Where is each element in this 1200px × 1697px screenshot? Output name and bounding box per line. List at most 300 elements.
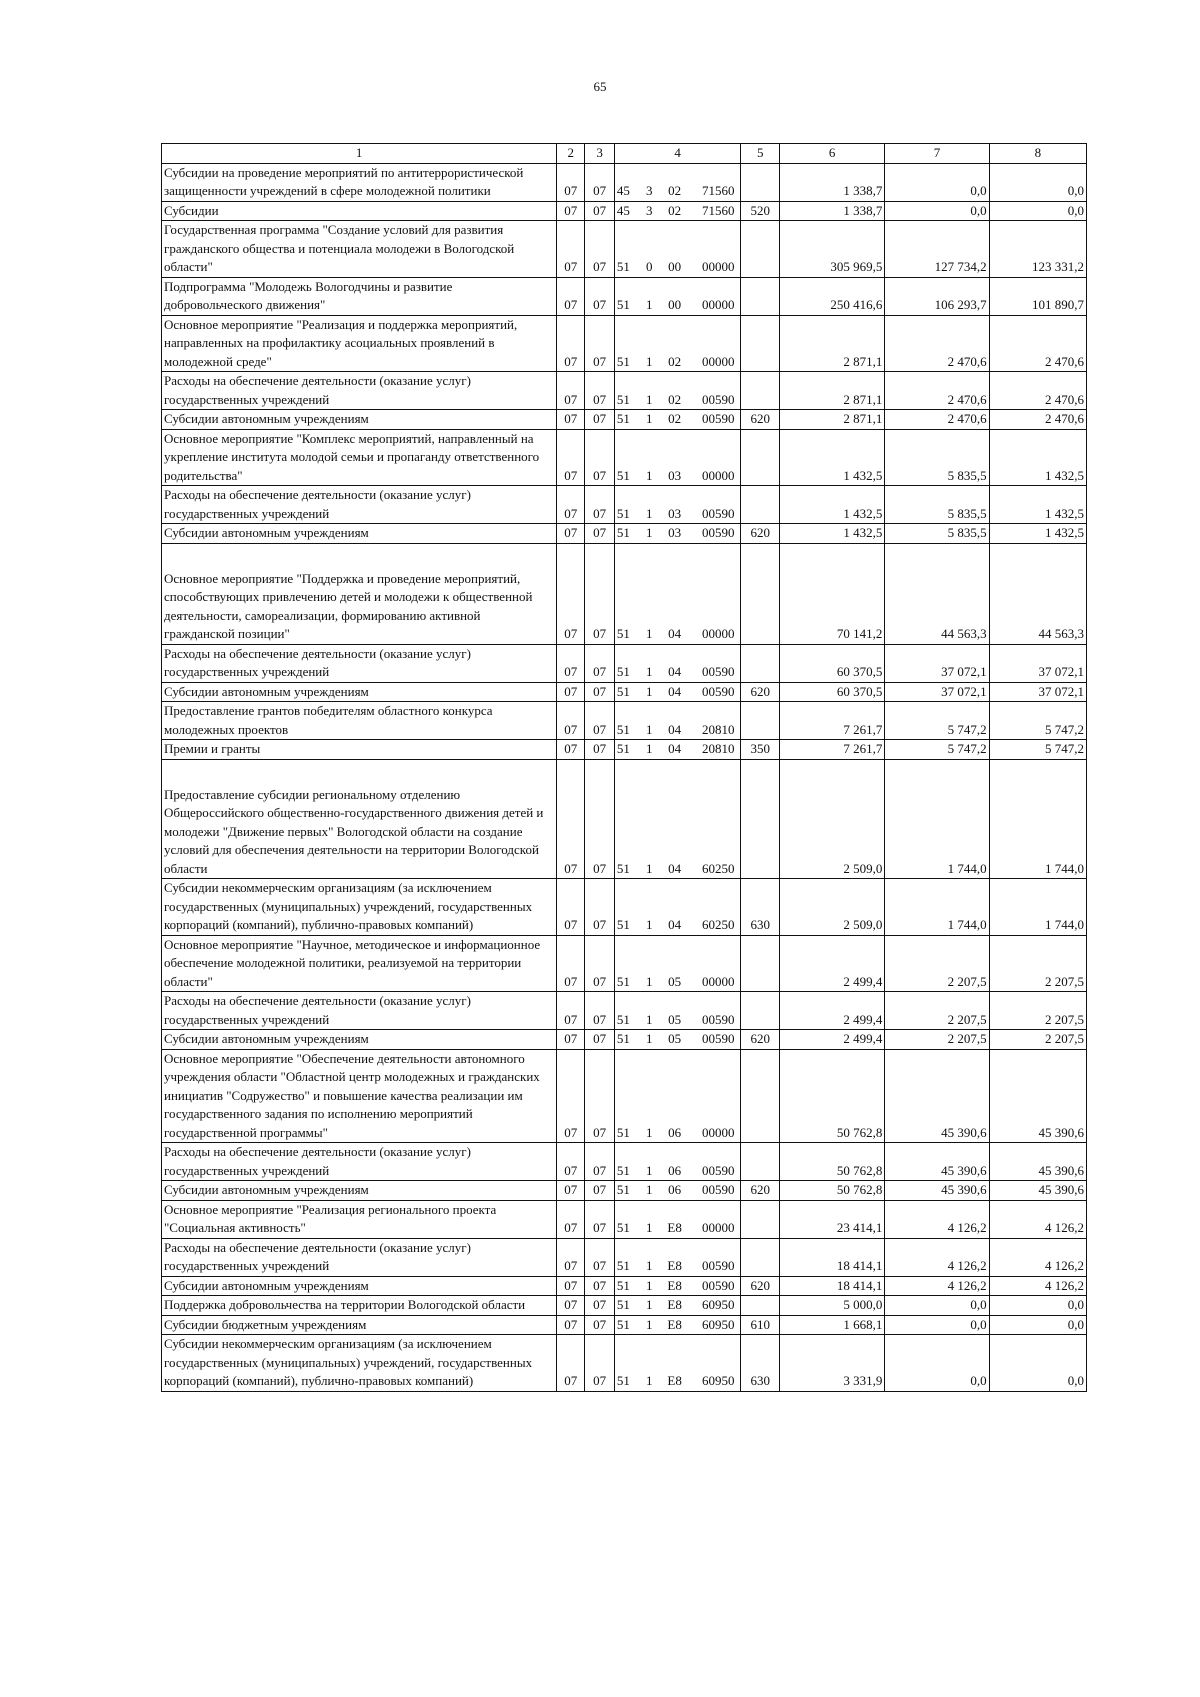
program-code: 45	[614, 163, 640, 201]
activity-code: E8	[658, 1238, 691, 1276]
row-name: Основное мероприятие "Научное, методическое и информационное обеспечение молодежной политики, реализуемой на территории области"	[162, 935, 557, 992]
amount-col8: 1 432,5	[989, 524, 1086, 544]
row-name: Основное мероприятие "Обеспечение деятельности автономного учреждения области "Областной центр молодежных и гражданских инициатив "Содружество" и повышение качества реализации им государственного задания по исполнению мероприятий государственной программы"	[162, 1049, 557, 1143]
amount-col6: 7 261,7	[779, 702, 884, 740]
amount-col6: 2 509,0	[779, 786, 884, 879]
amount-col8: 0,0	[989, 1335, 1086, 1392]
amount-col6: 305 969,5	[779, 221, 884, 278]
amount-col6: 2 499,4	[779, 935, 884, 992]
table-row	[162, 1200, 1087, 1238]
amount-col7: 5 747,2	[885, 702, 989, 740]
amount-col8: 2 470,6	[989, 315, 1086, 372]
amount-col8: 101 890,7	[989, 277, 1086, 315]
activity-code: 03	[658, 524, 691, 544]
expense-type-code: 620	[741, 524, 779, 544]
activity-code: 04	[658, 702, 691, 740]
expense-type-code: 620	[741, 682, 779, 702]
subprogram-code: 1	[641, 740, 658, 760]
row-name: Субсидии автономным учреждениям	[162, 410, 557, 430]
spacer-cell	[741, 759, 779, 786]
direction-code: 00590	[691, 524, 741, 544]
activity-code: E8	[658, 1276, 691, 1296]
program-code: 51	[614, 372, 640, 410]
amount-col7: 127 734,2	[885, 221, 989, 278]
table-row	[162, 992, 1087, 1030]
row-name: Субсидии автономным учреждениям	[162, 1181, 557, 1201]
amount-col6: 23 414,1	[779, 1200, 884, 1238]
activity-code: 04	[658, 786, 691, 879]
spacer-cell	[658, 759, 691, 786]
spacer-cell	[614, 759, 640, 786]
table-body	[162, 163, 1087, 1391]
header-cell: 8	[989, 144, 1086, 164]
subprogram-code: 1	[641, 315, 658, 372]
row-name: Государственная программа "Создание условий для развития гражданского общества и потенциала молодежи в Вологодской области"	[162, 221, 557, 278]
section-code: 07	[557, 992, 585, 1030]
spacer-cell	[989, 759, 1086, 786]
subprogram-code: 3	[641, 201, 658, 221]
amount-col8: 4 126,2	[989, 1238, 1086, 1276]
table-row	[162, 786, 1087, 879]
amount-col8: 0,0	[989, 1315, 1086, 1335]
spacer-cell	[162, 759, 557, 786]
section-code: 07	[557, 410, 585, 430]
amount-col8: 2 207,5	[989, 992, 1086, 1030]
amount-col7: 0,0	[885, 1296, 989, 1316]
row-name: Предоставление субсидии региональному отделению Общероссийского общественно-государственного движения детей и молодежи "Движение первых" Вологодской области на создание условий для обеспечения деятельности на территории Вологодской области	[162, 786, 557, 879]
table-row	[162, 163, 1087, 201]
activity-code: 04	[658, 879, 691, 936]
subprogram-code: 1	[641, 1335, 658, 1392]
program-code: 51	[614, 315, 640, 372]
subsection-code: 07	[585, 935, 614, 992]
activity-code: E8	[658, 1200, 691, 1238]
table-row	[162, 429, 1087, 486]
subprogram-code: 1	[641, 1143, 658, 1181]
header-cell: 5	[741, 144, 779, 164]
program-code: 51	[614, 992, 640, 1030]
row-name: Расходы на обеспечение деятельности (оказание услуг) государственных учреждений	[162, 1143, 557, 1181]
section-code: 07	[557, 1030, 585, 1050]
subprogram-code: 1	[641, 1200, 658, 1238]
table-row	[162, 702, 1087, 740]
subsection-code: 07	[585, 221, 614, 278]
table-row	[162, 1335, 1087, 1392]
expense-type-code	[741, 221, 779, 278]
amount-col8: 0,0	[989, 163, 1086, 201]
activity-code: 03	[658, 429, 691, 486]
subprogram-code: 1	[641, 702, 658, 740]
subsection-code: 07	[585, 486, 614, 524]
amount-col6: 70 141,2	[779, 570, 884, 645]
header-cell: 2	[557, 144, 585, 164]
section-code: 07	[557, 1049, 585, 1143]
program-code: 51	[614, 879, 640, 936]
amount-col6: 60 370,5	[779, 682, 884, 702]
budget-table	[161, 143, 1087, 1392]
expense-type-code	[741, 1296, 779, 1316]
page-number: 65	[593, 79, 607, 94]
section-code: 07	[557, 740, 585, 760]
section-code: 07	[557, 1143, 585, 1181]
activity-code: 02	[658, 372, 691, 410]
activity-code: 00	[658, 277, 691, 315]
program-code: 51	[614, 702, 640, 740]
subsection-code: 07	[585, 740, 614, 760]
expense-type-code: 620	[741, 1030, 779, 1050]
program-code: 51	[614, 486, 640, 524]
row-name: Премии и гранты	[162, 740, 557, 760]
direction-code: 00000	[691, 1049, 741, 1143]
direction-code: 20810	[691, 702, 741, 740]
activity-code: 04	[658, 644, 691, 682]
subprogram-code: 1	[641, 410, 658, 430]
amount-col7: 2 470,6	[885, 372, 989, 410]
subprogram-code: 1	[641, 935, 658, 992]
subsection-code: 07	[585, 1049, 614, 1143]
direction-code: 00000	[691, 1200, 741, 1238]
header-cell: 6	[779, 144, 884, 164]
amount-col7: 5 835,5	[885, 429, 989, 486]
direction-code: 20810	[691, 740, 741, 760]
section-code: 07	[557, 644, 585, 682]
amount-col6: 3 331,9	[779, 1335, 884, 1392]
spacer-cell	[741, 543, 779, 570]
activity-code: E8	[658, 1335, 691, 1392]
section-code: 07	[557, 1200, 585, 1238]
section-code: 07	[557, 702, 585, 740]
direction-code: 00590	[691, 486, 741, 524]
direction-code: 00000	[691, 277, 741, 315]
subsection-code: 07	[585, 277, 614, 315]
expense-type-code	[741, 429, 779, 486]
activity-code: 02	[658, 201, 691, 221]
row-name: Субсидии	[162, 201, 557, 221]
expense-type-code: 630	[741, 879, 779, 936]
program-code: 51	[614, 1296, 640, 1316]
amount-col6: 1 668,1	[779, 1315, 884, 1335]
amount-col6: 1 432,5	[779, 429, 884, 486]
expense-type-code: 620	[741, 1276, 779, 1296]
direction-code: 00000	[691, 315, 741, 372]
amount-col7: 2 470,6	[885, 410, 989, 430]
header-row	[162, 144, 1087, 164]
subsection-code: 07	[585, 1276, 614, 1296]
expense-type-code: 520	[741, 201, 779, 221]
section-code: 07	[557, 429, 585, 486]
activity-code: E8	[658, 1296, 691, 1316]
expense-type-code	[741, 486, 779, 524]
amount-col6: 2 499,4	[779, 1030, 884, 1050]
subsection-code: 07	[585, 644, 614, 682]
row-name: Подпрограмма "Молодежь Вологодчины и развитие добровольческого движения"	[162, 277, 557, 315]
section-code: 07	[557, 315, 585, 372]
amount-col6: 2 509,0	[779, 879, 884, 936]
expense-type-code: 610	[741, 1315, 779, 1335]
expense-type-code	[741, 644, 779, 682]
subsection-code: 07	[585, 1181, 614, 1201]
table-row	[162, 1238, 1087, 1276]
activity-code: 04	[658, 740, 691, 760]
table-row	[162, 1030, 1087, 1050]
expense-type-code	[741, 1200, 779, 1238]
section-code: 07	[557, 201, 585, 221]
subprogram-code: 1	[641, 1181, 658, 1201]
row-name: Поддержка добровольчества на территории Вологодской области	[162, 1296, 557, 1316]
subprogram-code: 1	[641, 429, 658, 486]
amount-col6: 7 261,7	[779, 740, 884, 760]
amount-col7: 1 744,0	[885, 879, 989, 936]
amount-col8: 1 744,0	[989, 879, 1086, 936]
subsection-code: 07	[585, 1030, 614, 1050]
amount-col7: 2 207,5	[885, 1030, 989, 1050]
amount-col7: 0,0	[885, 1315, 989, 1335]
amount-col6: 2 871,1	[779, 315, 884, 372]
subsection-code: 07	[585, 1296, 614, 1316]
activity-code: 06	[658, 1049, 691, 1143]
amount-col7: 4 126,2	[885, 1200, 989, 1238]
amount-col8: 0,0	[989, 201, 1086, 221]
activity-code: 05	[658, 1030, 691, 1050]
amount-col7: 106 293,7	[885, 277, 989, 315]
program-code: 51	[614, 740, 640, 760]
table-row	[162, 277, 1087, 315]
expense-type-code: 630	[741, 1335, 779, 1392]
subprogram-code: 1	[641, 277, 658, 315]
subsection-code: 07	[585, 163, 614, 201]
spacer-cell	[691, 543, 741, 570]
table-row	[162, 682, 1087, 702]
expense-type-code: 350	[741, 740, 779, 760]
amount-col7: 0,0	[885, 1335, 989, 1392]
spacer-row	[162, 759, 1087, 786]
subprogram-code: 1	[641, 1296, 658, 1316]
amount-col7: 2 207,5	[885, 992, 989, 1030]
spacer-cell	[691, 759, 741, 786]
amount-col7: 45 390,6	[885, 1049, 989, 1143]
direction-code: 00590	[691, 410, 741, 430]
row-name: Расходы на обеспечение деятельности (оказание услуг) государственных учреждений	[162, 992, 557, 1030]
row-name: Субсидии некоммерческим организациям (за исключением государственных (муниципальных) учреждений, государственных корпораций (компаний), публично-правовых компаний)	[162, 879, 557, 936]
amount-col7: 37 072,1	[885, 682, 989, 702]
program-code: 51	[614, 410, 640, 430]
activity-code: 06	[658, 1181, 691, 1201]
direction-code: 60950	[691, 1315, 741, 1335]
direction-code: 60950	[691, 1296, 741, 1316]
amount-col7: 2 207,5	[885, 935, 989, 992]
spacer-cell	[162, 543, 557, 570]
subprogram-code: 0	[641, 221, 658, 278]
program-code: 51	[614, 1335, 640, 1392]
spacer-cell	[779, 759, 884, 786]
row-name: Субсидии автономным учреждениям	[162, 1276, 557, 1296]
amount-col7: 4 126,2	[885, 1276, 989, 1296]
amount-col6: 2 499,4	[779, 992, 884, 1030]
expense-type-code	[741, 315, 779, 372]
amount-col8: 45 390,6	[989, 1143, 1086, 1181]
row-name: Расходы на обеспечение деятельности (оказание услуг) государственных учреждений	[162, 372, 557, 410]
amount-col7: 5 835,5	[885, 486, 989, 524]
row-name: Расходы на обеспечение деятельности (оказание услуг) государственных учреждений	[162, 1238, 557, 1276]
row-name: Субсидии автономным учреждениям	[162, 682, 557, 702]
subprogram-code: 1	[641, 1049, 658, 1143]
amount-col7: 0,0	[885, 201, 989, 221]
header-cell: 7	[885, 144, 989, 164]
row-name: Основное мероприятие "Поддержка и проведение мероприятий, способствующих привлечению детей и молодежи к общественной деятельности, самореализации, формированию активной гражданской позиции"	[162, 570, 557, 645]
amount-col7: 4 126,2	[885, 1238, 989, 1276]
subsection-code: 07	[585, 1143, 614, 1181]
subprogram-code: 1	[641, 879, 658, 936]
direction-code: 00590	[691, 1276, 741, 1296]
activity-code: 04	[658, 682, 691, 702]
row-name: Субсидии некоммерческим организациям (за исключением государственных (муниципальных) учреждений, государственных корпораций (компаний), публично-правовых компаний)	[162, 1335, 557, 1392]
program-code: 51	[614, 1238, 640, 1276]
direction-code: 60950	[691, 1335, 741, 1392]
direction-code: 00590	[691, 1181, 741, 1201]
table-row	[162, 201, 1087, 221]
amount-col7: 1 744,0	[885, 786, 989, 879]
subprogram-code: 1	[641, 524, 658, 544]
amount-col6: 2 871,1	[779, 372, 884, 410]
row-name: Основное мероприятие "Реализация и поддержка мероприятий, направленных на профилактику асоциальных проявлений в молодежной среде"	[162, 315, 557, 372]
amount-col6: 1 432,5	[779, 486, 884, 524]
program-code: 51	[614, 786, 640, 879]
table-row	[162, 1049, 1087, 1143]
section-code: 07	[557, 163, 585, 201]
table-row	[162, 740, 1087, 760]
amount-col7: 5 835,5	[885, 524, 989, 544]
table-row	[162, 644, 1087, 682]
direction-code: 00000	[691, 570, 741, 645]
subsection-code: 07	[585, 879, 614, 936]
activity-code: 00	[658, 221, 691, 278]
subsection-code: 07	[585, 786, 614, 879]
header-cell: 1	[162, 144, 557, 164]
spacer-cell	[641, 759, 658, 786]
spacer-cell	[989, 543, 1086, 570]
row-name: Основное мероприятие "Комплекс мероприятий, направленный на укрепление института молодой семьи и пропаганду ответственного родительства"	[162, 429, 557, 486]
amount-col6: 18 414,1	[779, 1276, 884, 1296]
direction-code: 00590	[691, 644, 741, 682]
amount-col6: 50 762,8	[779, 1143, 884, 1181]
table-row	[162, 570, 1087, 645]
amount-col6: 5 000,0	[779, 1296, 884, 1316]
amount-col8: 37 072,1	[989, 682, 1086, 702]
subprogram-code: 1	[641, 1030, 658, 1050]
activity-code: 05	[658, 935, 691, 992]
amount-col6: 1 432,5	[779, 524, 884, 544]
amount-col6: 1 338,7	[779, 163, 884, 201]
program-code: 51	[614, 277, 640, 315]
row-name: Субсидии на проведение мероприятий по антитеррористической защищенности учреждений в сфере молодежной политики	[162, 163, 557, 201]
section-code: 07	[557, 879, 585, 936]
direction-code: 00590	[691, 372, 741, 410]
subsection-code: 07	[585, 1200, 614, 1238]
subsection-code: 07	[585, 410, 614, 430]
amount-col6: 1 338,7	[779, 201, 884, 221]
spacer-cell	[779, 543, 884, 570]
table-row	[162, 372, 1087, 410]
spacer-cell	[658, 543, 691, 570]
section-code: 07	[557, 682, 585, 702]
amount-col8: 0,0	[989, 1296, 1086, 1316]
direction-code: 00590	[691, 1143, 741, 1181]
section-code: 07	[557, 1315, 585, 1335]
amount-col8: 1 432,5	[989, 486, 1086, 524]
expense-type-code	[741, 786, 779, 879]
amount-col6: 50 762,8	[779, 1181, 884, 1201]
amount-col6: 50 762,8	[779, 1049, 884, 1143]
row-name: Субсидии автономным учреждениям	[162, 524, 557, 544]
row-name: Основное мероприятие "Реализация регионального проекта "Социальная активность"	[162, 1200, 557, 1238]
amount-col8: 123 331,2	[989, 221, 1086, 278]
row-name: Расходы на обеспечение деятельности (оказание услуг) государственных учреждений	[162, 486, 557, 524]
subprogram-code: 1	[641, 1315, 658, 1335]
spacer-cell	[885, 759, 989, 786]
section-code: 07	[557, 1238, 585, 1276]
section-code: 07	[557, 1296, 585, 1316]
amount-col7: 45 390,6	[885, 1143, 989, 1181]
header-cell: 4	[614, 144, 741, 164]
program-code: 51	[614, 1200, 640, 1238]
subsection-code: 07	[585, 201, 614, 221]
spacer-cell	[641, 543, 658, 570]
subprogram-code: 1	[641, 992, 658, 1030]
row-name: Расходы на обеспечение деятельности (оказание услуг) государственных учреждений	[162, 644, 557, 682]
spacer-cell	[585, 759, 614, 786]
subsection-code: 07	[585, 992, 614, 1030]
subprogram-code: 1	[641, 486, 658, 524]
activity-code: 02	[658, 163, 691, 201]
expense-type-code	[741, 702, 779, 740]
subprogram-code: 1	[641, 570, 658, 645]
table-row	[162, 524, 1087, 544]
amount-col6: 60 370,5	[779, 644, 884, 682]
program-code: 51	[614, 1315, 640, 1335]
program-code: 51	[614, 682, 640, 702]
section-code: 07	[557, 486, 585, 524]
section-code: 07	[557, 372, 585, 410]
amount-col8: 2 470,6	[989, 372, 1086, 410]
section-code: 07	[557, 221, 585, 278]
amount-col8: 4 126,2	[989, 1200, 1086, 1238]
program-code: 51	[614, 429, 640, 486]
subprogram-code: 3	[641, 163, 658, 201]
expense-type-code	[741, 992, 779, 1030]
table-row	[162, 221, 1087, 278]
subprogram-code: 1	[641, 644, 658, 682]
activity-code: 04	[658, 570, 691, 645]
amount-col8: 4 126,2	[989, 1276, 1086, 1296]
row-name: Субсидии бюджетным учреждениям	[162, 1315, 557, 1335]
amount-col7: 44 563,3	[885, 570, 989, 645]
direction-code: 00000	[691, 221, 741, 278]
amount-col8: 1 744,0	[989, 786, 1086, 879]
program-code: 51	[614, 1276, 640, 1296]
direction-code: 00590	[691, 1030, 741, 1050]
subsection-code: 07	[585, 702, 614, 740]
activity-code: 05	[658, 992, 691, 1030]
spacer-row	[162, 543, 1087, 570]
spacer-cell	[585, 543, 614, 570]
activity-code: 06	[658, 1143, 691, 1181]
direction-code: 60250	[691, 879, 741, 936]
subprogram-code: 1	[641, 786, 658, 879]
expense-type-code	[741, 163, 779, 201]
expense-type-code	[741, 1143, 779, 1181]
amount-col8: 5 747,2	[989, 702, 1086, 740]
program-code: 51	[614, 644, 640, 682]
